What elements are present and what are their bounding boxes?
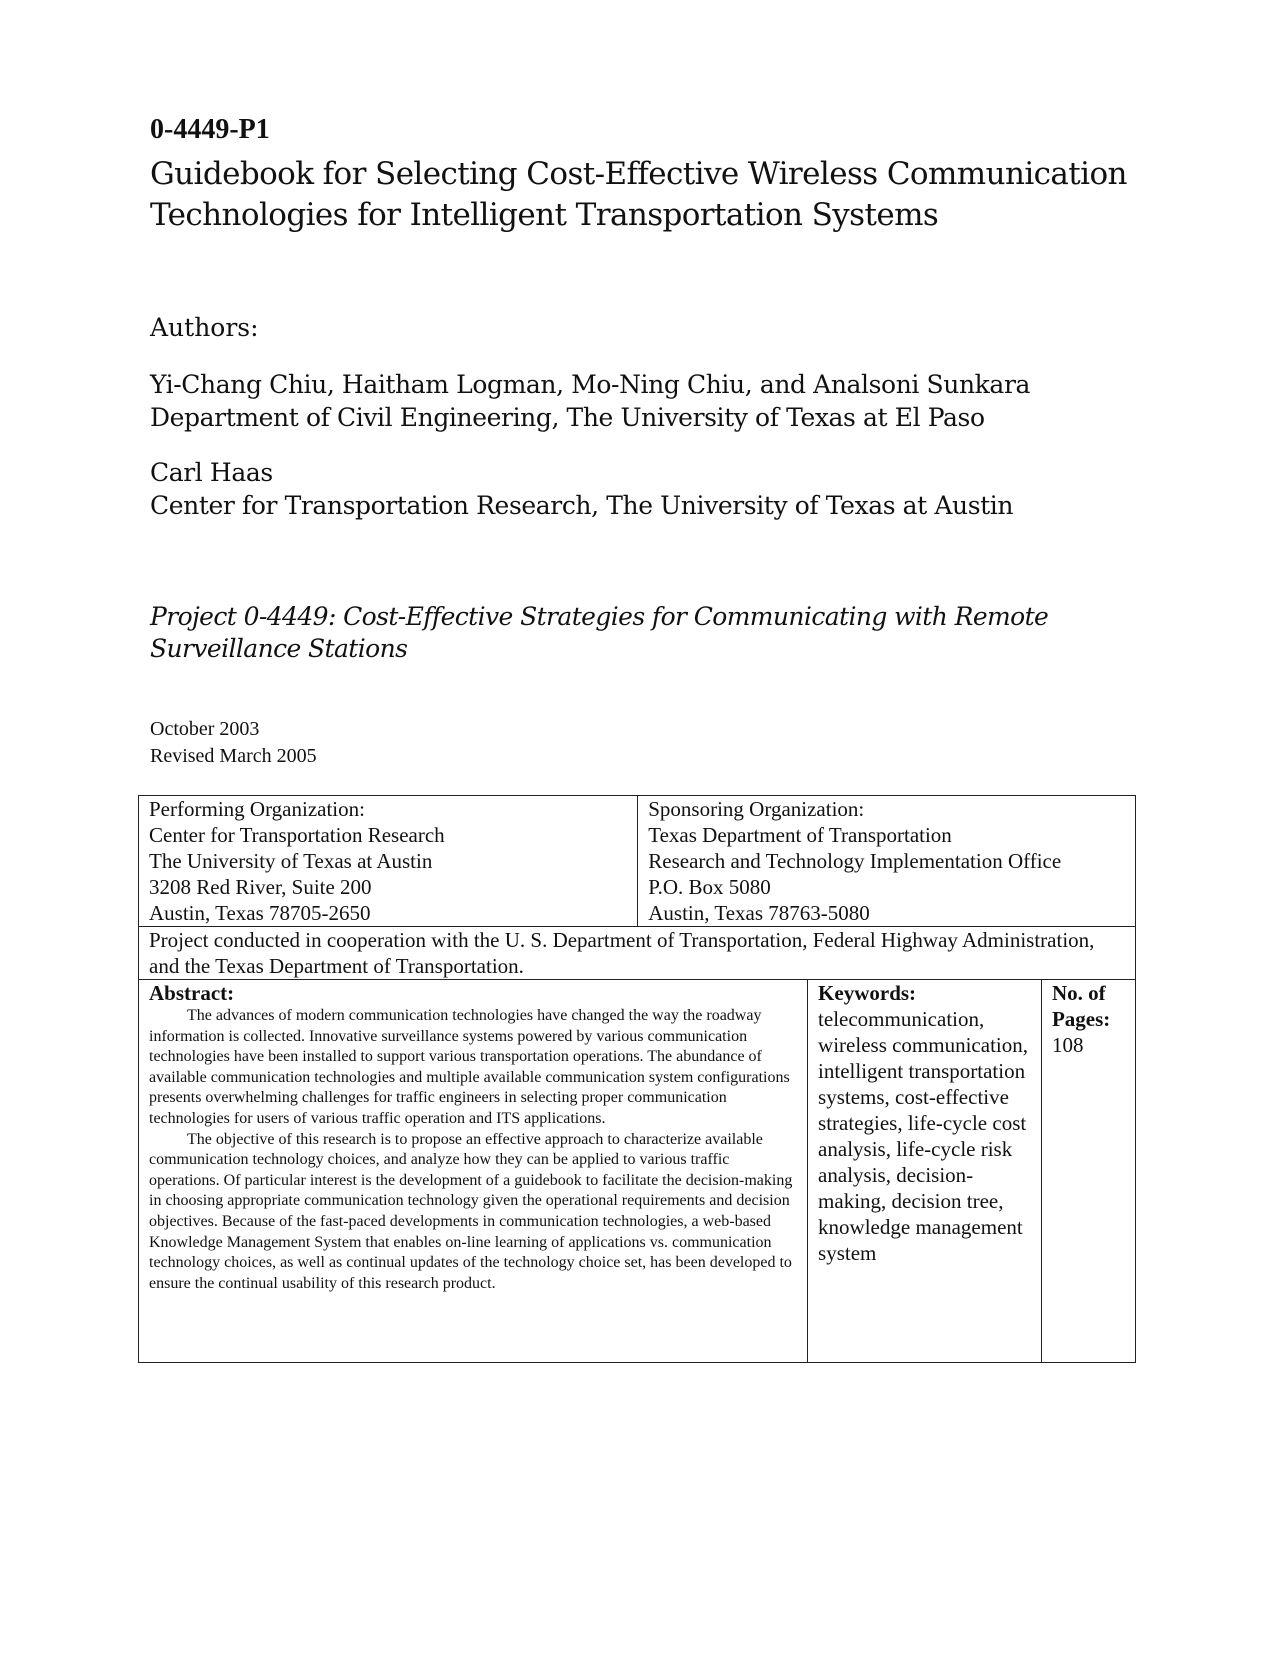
author-names-1: Yi-Chang Chiu, Haitham Logman, Mo-Ning Chiu, and Analsoni Sunkara — [150, 370, 1030, 399]
pages-cell — [1041, 980, 1135, 1363]
author-affiliation-2: Center for Transportation Research, The University of Texas at Austin — [150, 491, 1014, 520]
date-revised: Revised March 2005 — [150, 745, 317, 767]
organizations-row — [139, 796, 1136, 927]
report-title-line-2: Technologies for Intelligent Transportation Systems — [150, 197, 939, 233]
keywords-cell — [808, 980, 1042, 1363]
pages-value: 108 — [1051, 1033, 1084, 1057]
report-dates — [150, 716, 317, 770]
cooperation-row — [139, 927, 1136, 980]
report-number: 0-4449-P1 — [150, 114, 270, 145]
keywords-heading: Keywords: — [818, 981, 917, 1005]
abstract-cell — [139, 980, 808, 1363]
project-label: Project 0-4449 — [150, 602, 328, 631]
technical-report-table — [138, 795, 1136, 1363]
project-title — [150, 601, 1130, 665]
date-original: October 2003 — [150, 718, 260, 740]
cooperation-cell: Project conducted in cooperation with the U. S. Department of Transportation, Federal Highway Administration, and the Texas Department of Transportation. — [139, 927, 1136, 980]
performing-org-line: The University of Texas at Austin — [149, 849, 433, 873]
sponsoring-org-line: Texas Department of Transportation — [648, 823, 952, 847]
report-title — [150, 154, 1150, 236]
author-group-2 — [150, 456, 1150, 522]
author-names-2: Carl Haas — [150, 458, 273, 487]
abstract-body — [149, 1006, 793, 1294]
sponsoring-org-line: Research and Technology Implementation Office — [648, 849, 1062, 873]
project-description: : Cost-Effective Strategies for Communicating with Remote Surveillance Stations — [150, 602, 1049, 663]
performing-org-line: Austin, Texas 78705-2650 — [149, 901, 371, 925]
pages-heading-line-2: Pages: — [1051, 1007, 1111, 1031]
abstract-paragraph-1: The advances of modern communication technologies have changed the way the roadway information is collected. Innovative surveillance systems powered by various communication technologies have been installed to support various transportation operations. The abundance of available communication technologies and multiple available communication system configurations presents overwhelming challenges for traffic engineers in selecting proper communication technologies for users of various traffic operation and ITS applications. — [149, 1007, 790, 1127]
author-affiliation-1: Department of Civil Engineering, The University of Texas at El Paso — [150, 403, 985, 432]
abstract-heading: Abstract: — [149, 981, 235, 1005]
sponsoring-organization-cell — [638, 796, 1136, 927]
author-group-1 — [150, 368, 1150, 434]
abstract-row — [139, 980, 1136, 1363]
performing-org-heading: Performing Organization: — [149, 797, 365, 821]
performing-org-line: 3208 Red River, Suite 200 — [149, 875, 372, 899]
performing-org-line: Center for Transportation Research — [149, 823, 445, 847]
sponsoring-org-heading: Sponsoring Organization: — [648, 797, 865, 821]
abstract-paragraph-2: The objective of this research is to propose an effective approach to characterize available communication technology choices, and analyze how they can be applied to various traffic operations. Of particular interest is the development of a guidebook to facilitate the decision-making in choosing appropriate communication technology given the operational requirements and decision objectives. Because of the fast-paced developments in communication technologies, a web-based Knowledge Management System that enables on-line learning of applications vs. communication technology choices, as well as continual updates of the technology choice set, has been developed to ensure the continual usability of this research product. — [149, 1130, 793, 1292]
keywords-list: telecommunication, wireless communication, intelligent transportation systems, cost-effective strategies, life-cycle cost analysis, life-cycle risk analysis, decision-making, decision tree, knowledge management system — [818, 1007, 1028, 1265]
sponsoring-org-line: Austin, Texas 78763-5080 — [648, 901, 870, 925]
authors-heading: Authors: — [150, 313, 259, 342]
sponsoring-org-line: P.O. Box 5080 — [648, 875, 771, 899]
performing-organization-cell — [139, 796, 638, 927]
report-title-line-1: Guidebook for Selecting Cost-Effective Wireless Communication — [150, 156, 1127, 192]
pages-heading-line-1: No. of — [1051, 981, 1106, 1005]
